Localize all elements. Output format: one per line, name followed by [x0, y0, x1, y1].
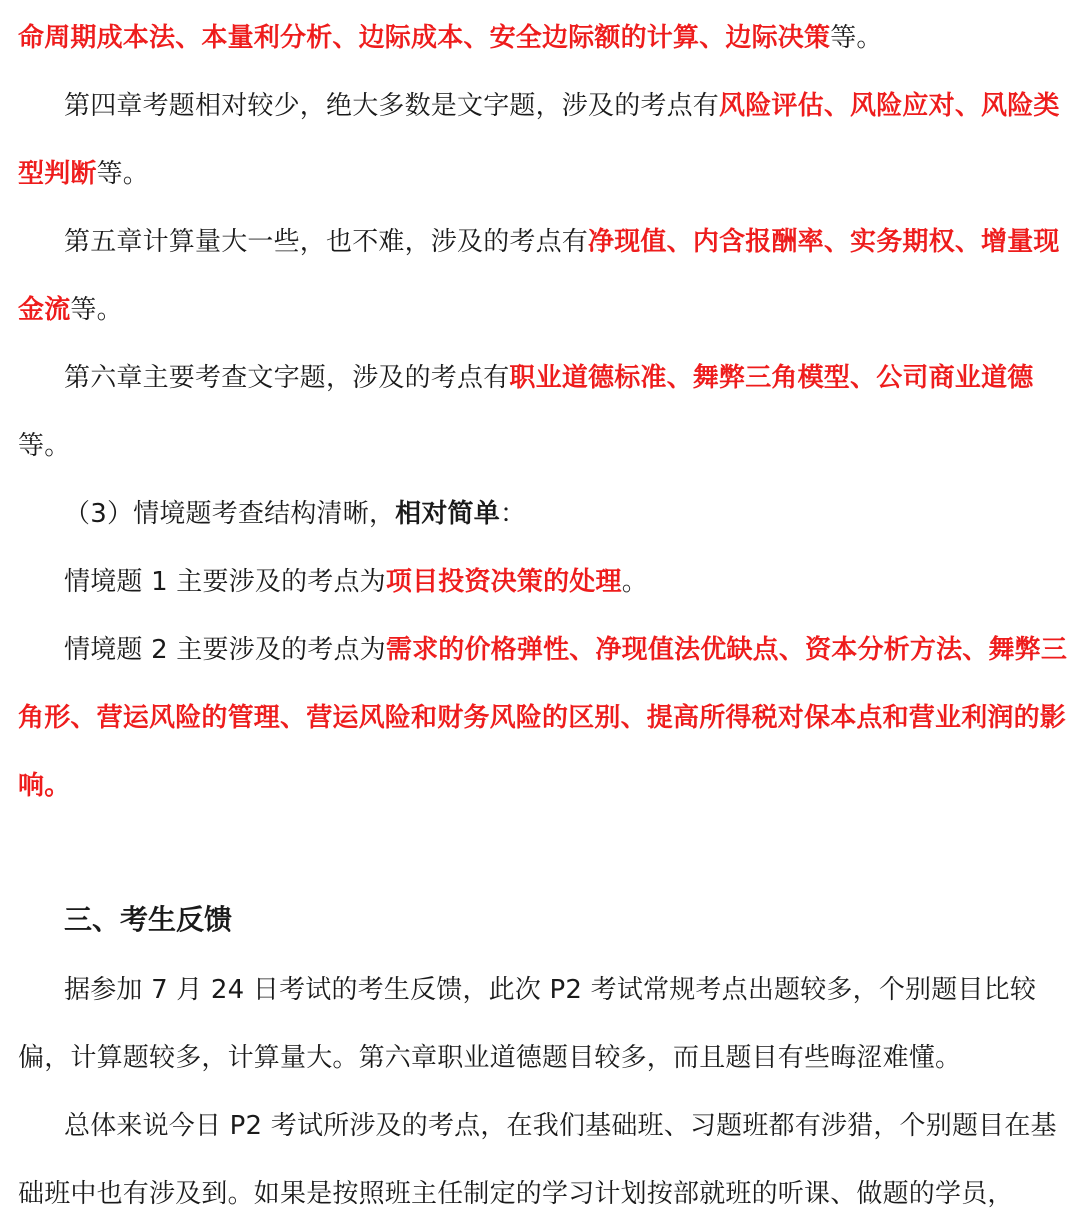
paragraph-tail: 等。	[96, 159, 150, 189]
paragraph-chapter6	[18, 344, 1074, 480]
highlight-topics: 净现值、内含报酬率、实务期权、增量现金流	[18, 227, 1060, 325]
paragraph-lead: 第五章计算量大一些，也不难，涉及的考点有	[64, 227, 589, 257]
paragraph-summary: 总体来说今日 P2 考试所涉及的考点，在我们基础班、习题班都有涉猎，个别题目在基础班中也有涉及到。如果是按照班主任制定的学习计划按部就班的听课、做题的学员，	[18, 1111, 1057, 1209]
highlight-topics: 项目投资决策的处理	[385, 567, 622, 597]
paragraph-tail: 等。	[70, 295, 123, 325]
paragraph-scenario-intro	[18, 480, 1074, 548]
section-heading-feedback: 三、考生反馈	[64, 903, 233, 936]
paragraph-feedback: 据参加 7 月 24 日考试的考生反馈，此次 P2 考试常规考点出题较多，个别题目比较偏，计算题较多，计算量大。第六章职业道德题目较多，而且题目有些晦涩难懂。	[18, 975, 1037, 1073]
paragraph-tail: 等。	[830, 23, 883, 53]
paragraph-tail: 等。	[18, 431, 71, 461]
paragraph-lead: （3）情境题考查结构清晰，	[64, 499, 396, 529]
paragraph-lead: 第六章主要考查文字题，涉及的考点有	[64, 363, 510, 393]
paragraph-lead: 情境题 2 主要涉及的考点为	[64, 635, 386, 665]
paragraph-scenario-2	[18, 616, 1074, 820]
paragraph-scenario-1	[18, 548, 1074, 616]
highlight-topics: 职业道德标准、舞弊三角模型、公司商业道德	[509, 363, 1034, 393]
paragraph-chapter4	[18, 72, 1074, 208]
highlight-topics: 命周期成本法、本量利分析、边际成本、安全边际额的计算、边际决策	[18, 23, 831, 53]
highlight-topics: 风险评估、风险应对、风险类型判断	[18, 91, 1060, 189]
bold-emphasis: 相对简单	[395, 499, 500, 529]
paragraph-lead: 情境题 1 主要涉及的考点为	[64, 567, 386, 597]
paragraph-lead: 第四章考题相对较少，绝大多数是文字题，涉及的考点有	[64, 91, 720, 121]
paragraph-chapter5	[18, 208, 1074, 344]
paragraph-chapter3-topics	[18, 4, 1074, 72]
paragraph-tail: ：	[499, 499, 527, 529]
highlight-topics: 需求的价格弹性、净现值法优缺点、资本分析方法、舞弊三角形、营运风险的管理、营运风险和财务风险的区别、提高所得税对保本点和营业利润的影响。	[18, 635, 1068, 801]
paragraph-tail: 。	[621, 567, 648, 597]
